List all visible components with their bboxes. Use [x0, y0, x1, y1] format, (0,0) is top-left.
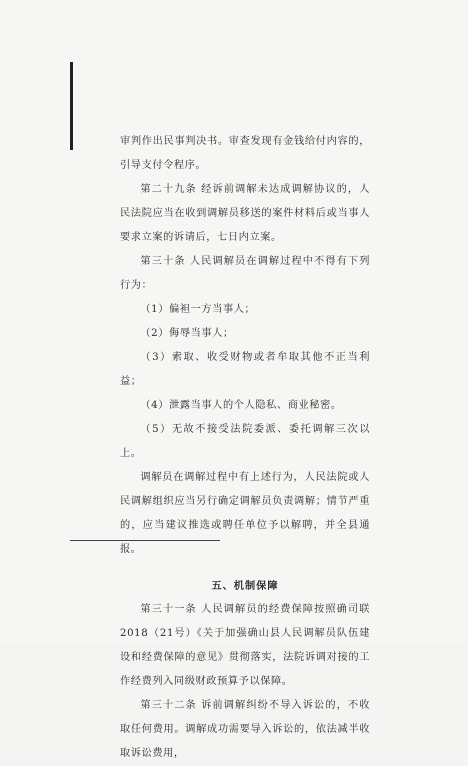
article-30: 第三十条 人民调解员在调解过程中不得有下列行为： — [120, 256, 370, 291]
list-item: （4）泄露当事人的个人隐私、商业秘密。 — [140, 400, 342, 411]
footer-rule — [70, 540, 220, 541]
list-item: （3）索取、收受财物或者牟取其他不正当利益； — [120, 352, 370, 387]
paragraph: 调解员在调解过程中有上述行为，人民法院或人民调解组织应当另行确定调解员负责调解；情节严重的，应当建议推选或聘任单位予以解聘，并全县通报。 — [120, 472, 370, 555]
list-item: （2）侮辱当事人； — [140, 328, 234, 339]
list-item: （5）无故不接受法院委派、委托调解三次以上。 — [120, 424, 370, 459]
article-32: 第三十二条 诉前调解纠纷不导入诉讼的，不收取任何费用。调解成功需要导入诉讼的，依法减半收取诉讼费用， — [120, 700, 370, 759]
article-29: 第二十九条 经诉前调解未达成调解协议的，人民法院应当在收到调解员移送的案件材料后或当事人要求立案的诉请后，七日内立案。 — [120, 184, 370, 243]
list-item: （1）偏袒一方当事人； — [140, 304, 256, 315]
section-title: 五、机制保障 — [211, 580, 279, 592]
document-body — [120, 130, 370, 766]
paragraph: 审判作出民事判决书。审查发现有金钱给付内容的，引导支付令程序。 — [120, 136, 370, 171]
binding-edge-mark — [70, 62, 73, 150]
article-31: 第三十一条 人民调解员的经费保障按照确司联2018（21号）《关于加强确山县人民调解员队伍建设和经费保障的意见》贯彻落实，法院诉调对接的工作经费列入同级财政预算予以保障。 — [120, 604, 370, 687]
